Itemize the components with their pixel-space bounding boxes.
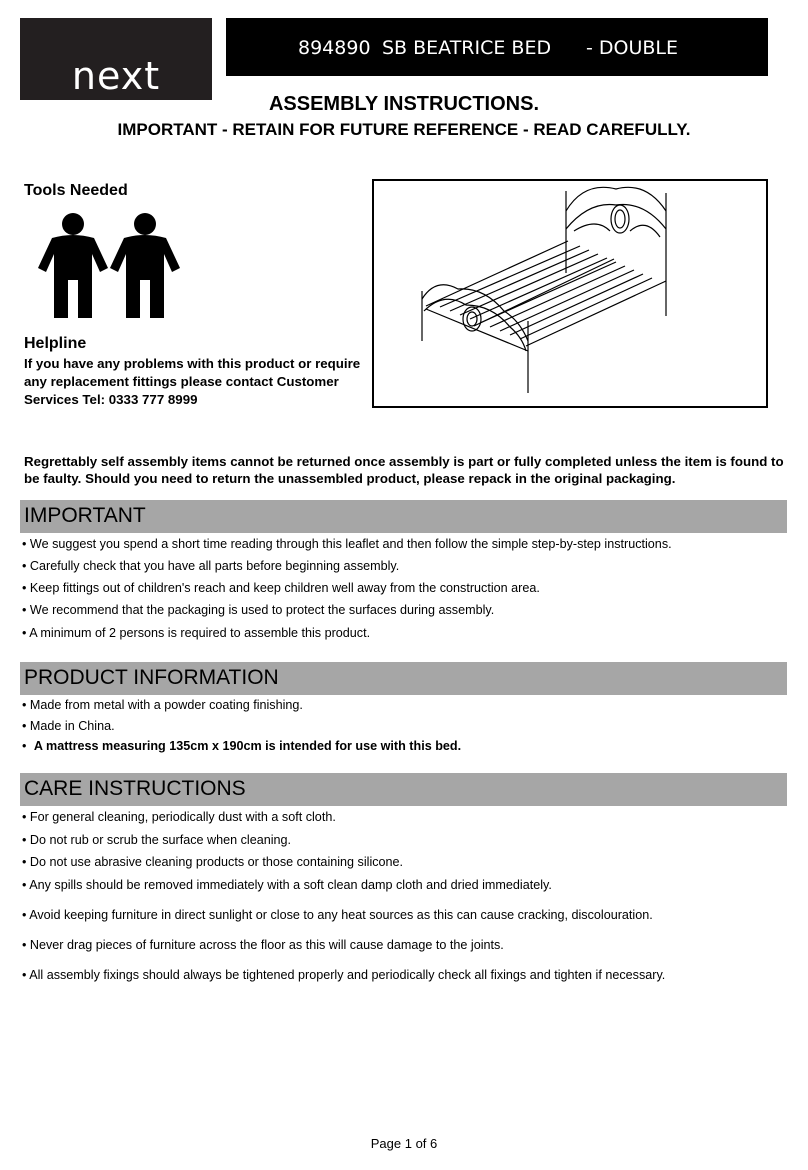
next-logo xyxy=(20,18,212,100)
list-item: • Carefully check that you have all parts before beginning assembly. xyxy=(22,559,400,573)
helpline-text xyxy=(24,355,374,409)
product-name: SB BEATRICE BED xyxy=(382,37,552,59)
list-item: • For general cleaning, periodically dust with a soft cloth. xyxy=(22,810,336,824)
care-section-title: CARE INSTRUCTIONS xyxy=(24,777,246,800)
product-code: 894890 xyxy=(298,37,371,59)
product-title-bar xyxy=(226,18,768,76)
page-number: Page 1 of 6 xyxy=(370,1136,438,1151)
list-item: • Do not use abrasive cleaning products or those containing silicone. xyxy=(22,855,404,869)
bed-illustration-frame xyxy=(372,179,768,408)
list-item: • Made from metal with a powder coating finishing. xyxy=(22,698,303,712)
product-info-section-title: PRODUCT INFORMATION xyxy=(24,666,279,689)
list-item: • Made in China. xyxy=(22,719,115,733)
logo-text: next xyxy=(71,54,161,98)
bullet: • xyxy=(22,739,27,753)
list-item: • Keep fittings out of children's reach and keep children well away from the construction area. xyxy=(22,581,540,595)
important-section-header xyxy=(20,500,787,533)
list-item: • Do not rub or scrub the surface when cleaning. xyxy=(22,833,292,847)
mattress-note: A mattress measuring 135cm x 190cm is intended for use with this bed. xyxy=(33,739,462,753)
helpline-line: any replacement fittings please contact Customer xyxy=(24,374,339,389)
list-item: • Never drag pieces of furniture across the floor as this will cause damage to the joints. xyxy=(22,938,504,952)
two-person-icon xyxy=(38,212,180,318)
list-item: • All assembly fixings should always be tightened properly and periodically check all fixings and tighten if necessary. xyxy=(22,968,666,982)
helpline-line: If you have any problems with this product or require xyxy=(24,356,361,371)
product-info-section-header xyxy=(20,662,787,695)
list-item: • We recommend that the packaging is used to protect the surfaces during assembly. xyxy=(22,603,495,617)
care-section-header xyxy=(20,773,787,806)
list-item: • We suggest you spend a short time reading through this leaflet and then follow the simple step-by-step instructions. xyxy=(22,537,672,551)
helpline-title: Helpline xyxy=(24,335,87,352)
list-item: • Any spills should be removed immediately with a soft clean damp cloth and dried immediately. xyxy=(22,878,552,892)
important-notice: IMPORTANT - RETAIN FOR FUTURE REFERENCE - READ CAREFULLY. xyxy=(117,120,691,139)
bed-illustration xyxy=(374,181,766,406)
assembly-title: ASSEMBLY INSTRUCTIONS. xyxy=(268,93,540,115)
important-section-title: IMPORTANT xyxy=(24,504,146,527)
product-size: - DOUBLE xyxy=(586,37,679,59)
list-item: • Avoid keeping furniture in direct sunlight or close to any heat sources as this can cause cracking, discolouration. xyxy=(22,908,653,922)
list-item: • A minimum of 2 persons is required to assemble this product. xyxy=(22,626,371,640)
tools-needed-title: Tools Needed xyxy=(24,182,128,199)
returns-notice: Regrettably self assembly items cannot be returned once assembly is part or fully completed unless the item is found to be faulty. Should you need to return the unassembled product, please repack in the original packaging. xyxy=(24,454,784,486)
helpline-line: Services Tel: 0333 777 8999 xyxy=(24,392,198,407)
list-item xyxy=(22,739,461,753)
